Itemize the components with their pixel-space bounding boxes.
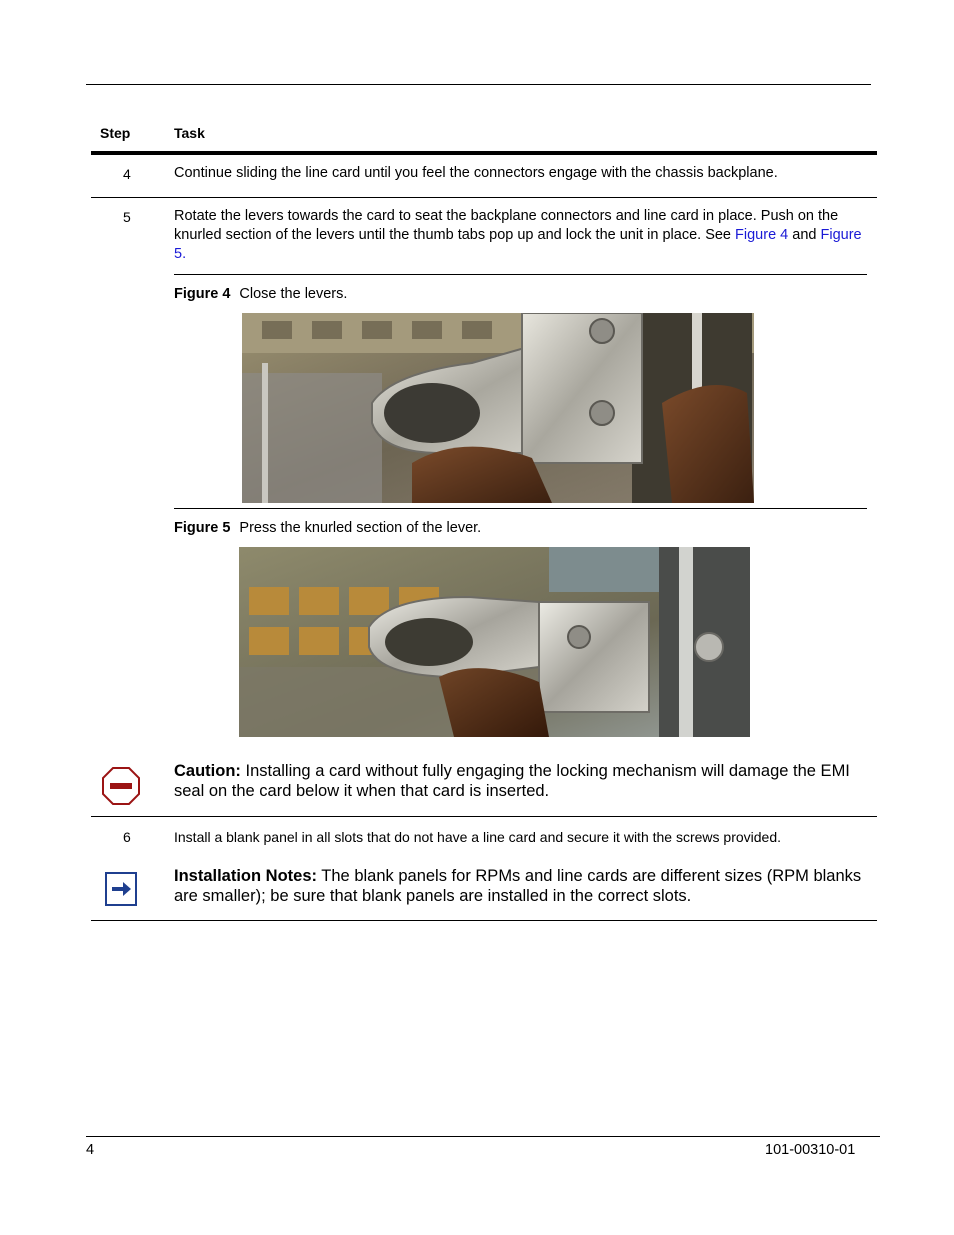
- step-number-6: 6: [123, 829, 131, 845]
- figure-5-label: Figure 5: [174, 520, 231, 536]
- figure-4-caption-text: Close the levers.: [239, 286, 348, 302]
- step-number-5: 5: [123, 209, 131, 225]
- figure-4-top-rule: [174, 274, 867, 275]
- figure-4-caption: [174, 286, 347, 302]
- header-rule: [86, 84, 871, 85]
- step-5-text-before: Rotate the levers towards the card to seat the backplane connectors and line card in place. Push on the knurled section of the levers until the thumb tabs pop up and lock the unit in place. See: [174, 208, 839, 243]
- col-step-header: Step: [100, 125, 131, 141]
- step-5-text-after: .: [182, 246, 187, 262]
- page-number: 4: [86, 1142, 95, 1158]
- figure-5-photo: [239, 547, 750, 737]
- figure-5-caption: [174, 520, 481, 536]
- col-task-header: Task: [174, 125, 205, 141]
- table-header-rule: [91, 151, 877, 155]
- step-5-text: [174, 207, 868, 264]
- figure-5-caption-text: Press the knurled section of the lever.: [239, 520, 482, 536]
- note-arrow-right-icon: [105, 872, 137, 906]
- figure-5-link[interactable]: Figure 5: [174, 227, 862, 262]
- figure-4-link[interactable]: Figure 4: [735, 227, 789, 243]
- row-rule-caution: [91, 816, 877, 817]
- footer-rule: [86, 1136, 880, 1137]
- figure-4-photo: [242, 313, 754, 503]
- caution-body: Installing a card without fully engaging the locking mechanism will damage the EMI seal on the card below it when that card is inserted.: [174, 762, 850, 800]
- table-bottom-rule: [91, 920, 877, 921]
- figure-4-label: Figure 4: [174, 286, 231, 302]
- step-6-text: Install a blank panel in all slots that do not have a line card and secure it with the screws provided.: [174, 829, 782, 845]
- note-text: [174, 866, 864, 906]
- row-rule-4: [91, 197, 877, 198]
- note-body: The blank panels for RPMs and line cards are different sizes (RPM blanks are smaller); be sure that blank panels are installed in the correct slots.: [174, 867, 862, 905]
- step-5-text-mid: and: [788, 227, 821, 243]
- caution-stop-icon: [102, 767, 140, 805]
- figure-5-top-rule: [174, 508, 867, 509]
- caution-text: [174, 761, 864, 801]
- document-id: 101-00310-01: [765, 1142, 856, 1158]
- step-number-4: 4: [123, 166, 131, 182]
- note-label: Installation Notes:: [174, 867, 318, 885]
- step-4-text: Continue sliding the line card until you feel the connectors engage with the chassis backplane.: [174, 165, 778, 181]
- caution-label: Caution:: [174, 762, 241, 780]
